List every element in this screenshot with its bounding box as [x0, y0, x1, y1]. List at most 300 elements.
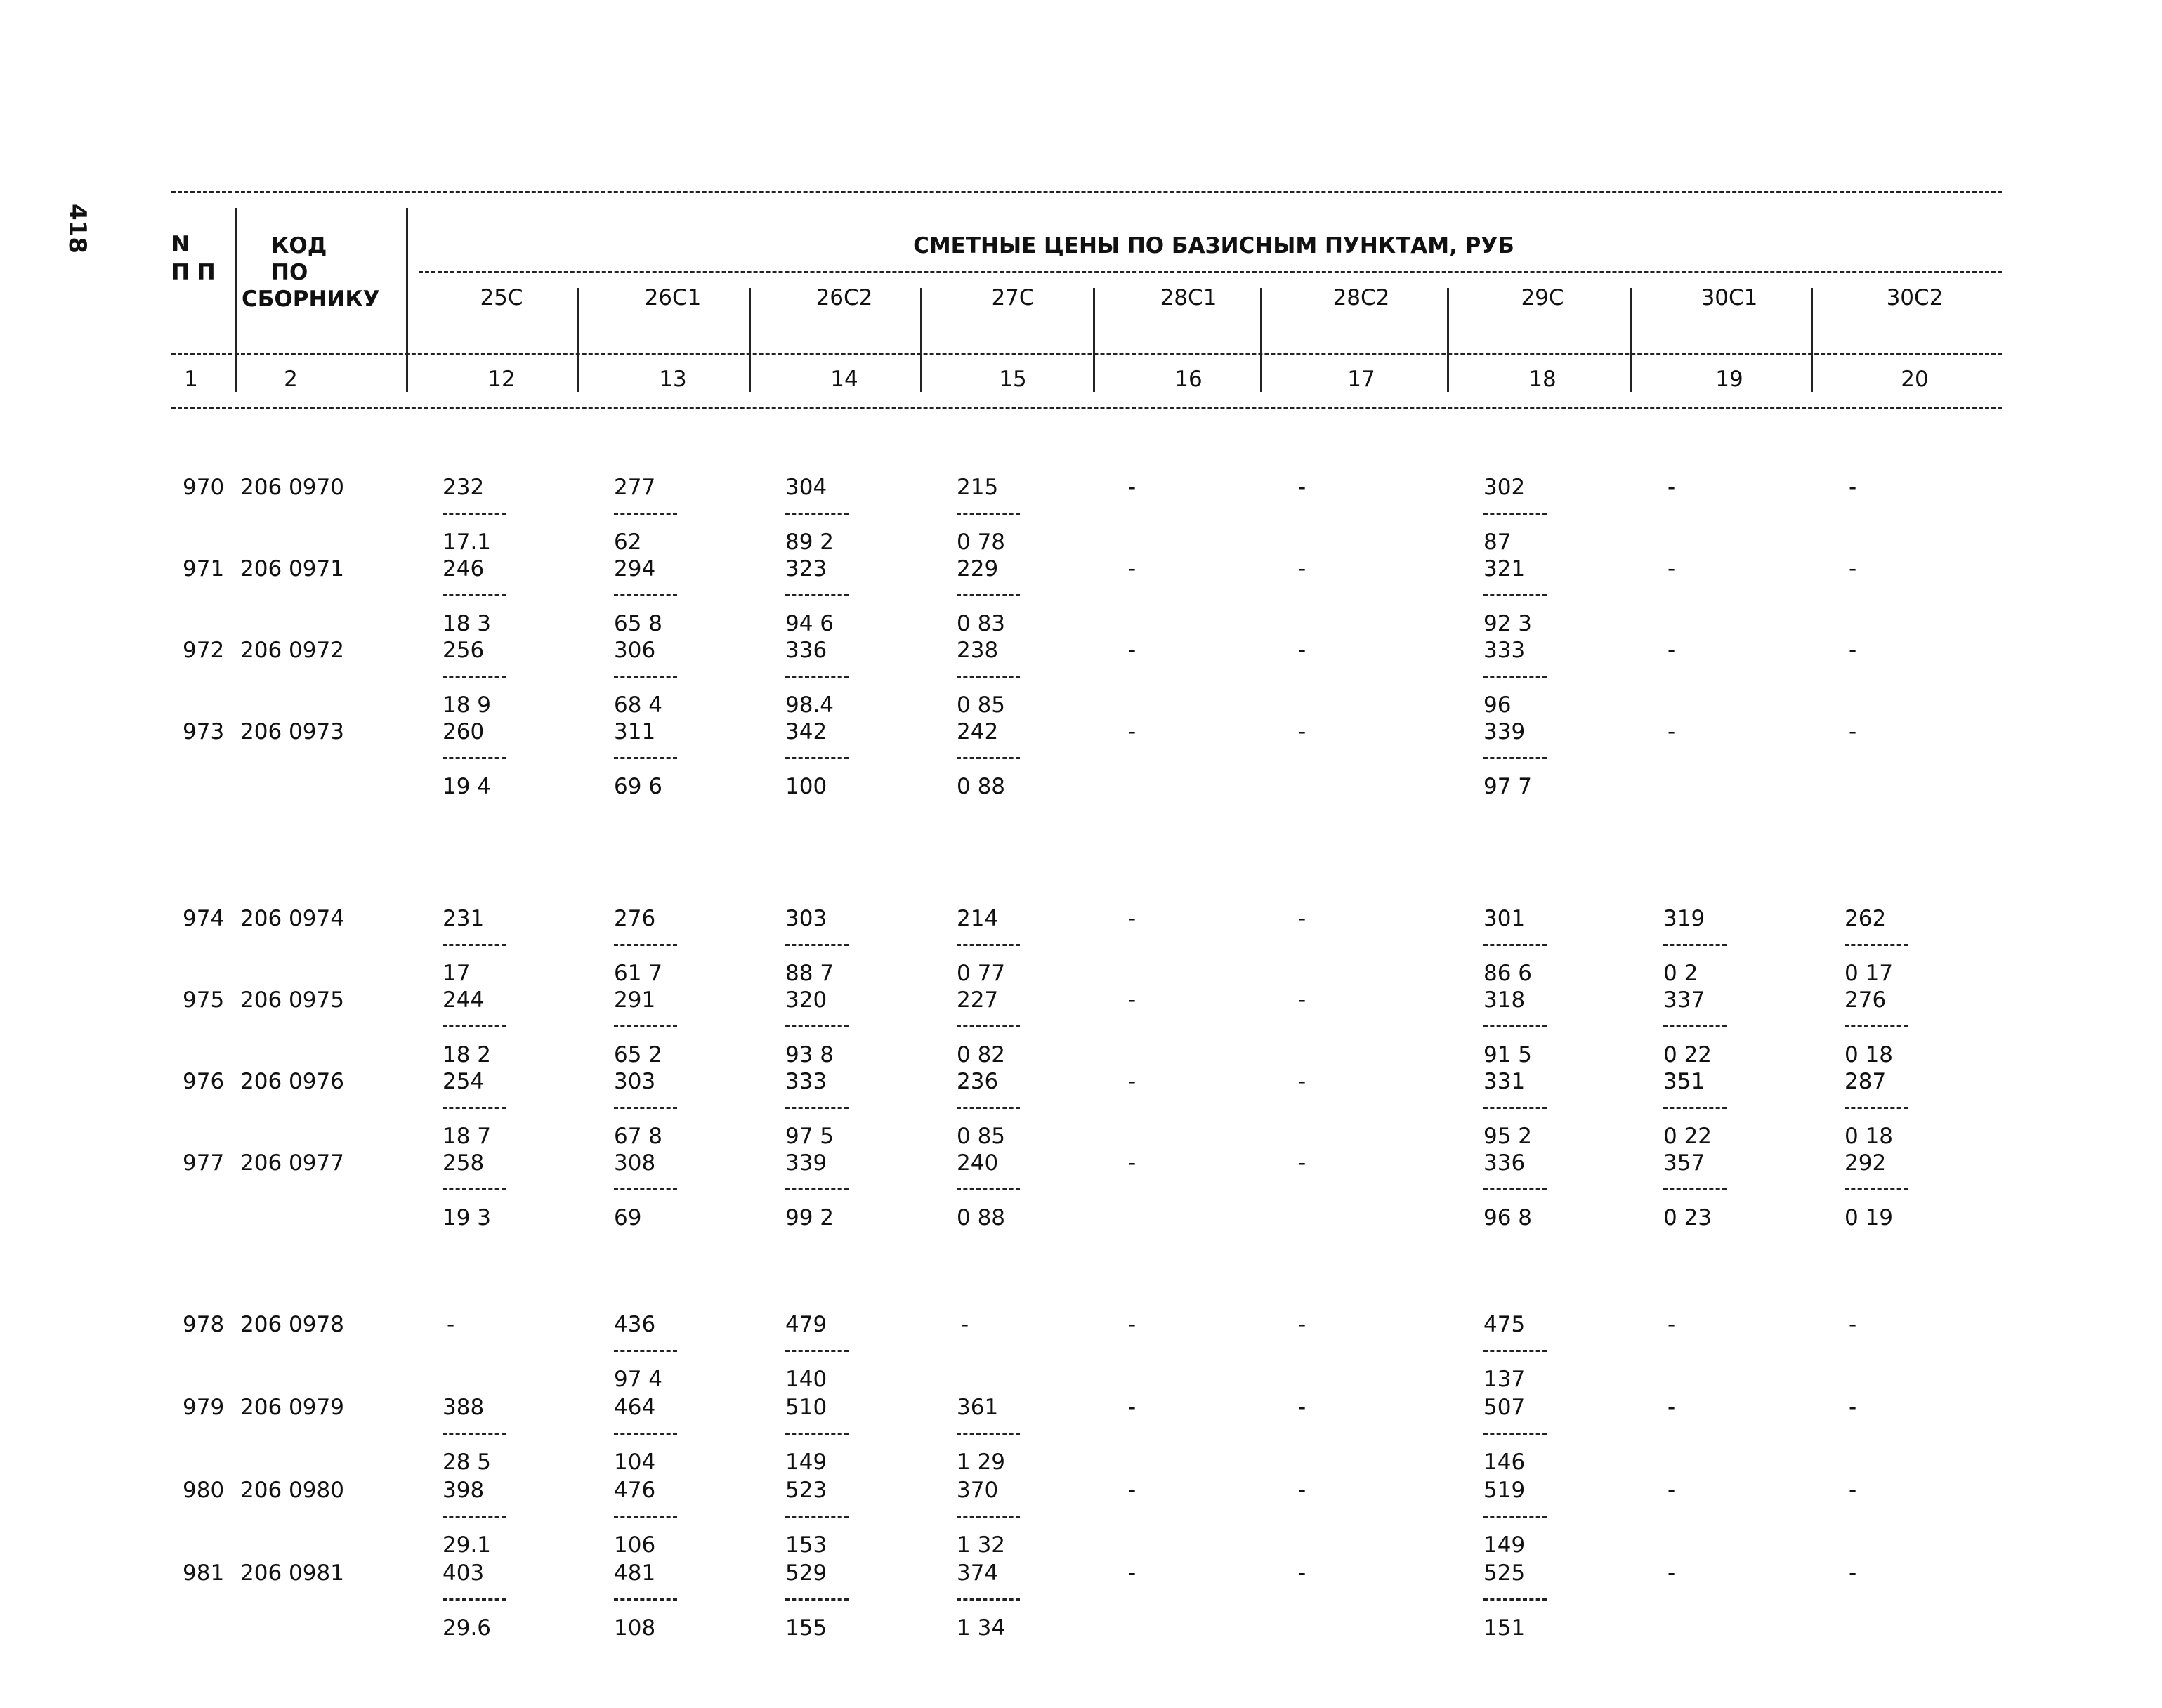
row-number: 976	[183, 1069, 225, 1094]
value-dash: -	[1668, 556, 1676, 582]
value-numerator: 321	[1483, 556, 1526, 582]
value-numerator: 519	[1483, 1478, 1526, 1503]
value-denominator: 0 18	[1845, 1042, 1894, 1068]
value-numerator: 436	[614, 1312, 656, 1337]
value-dash: -	[1128, 1561, 1136, 1586]
value-numerator: 256	[443, 638, 485, 663]
value-dash: -	[1128, 987, 1136, 1013]
row-number: 981	[183, 1561, 225, 1586]
value-denominator: 0 83	[957, 611, 1006, 636]
value-denominator: 0 85	[957, 1124, 1006, 1149]
fraction-rule	[1845, 1107, 1908, 1109]
fraction-rule	[785, 1188, 849, 1190]
value-denominator: 151	[1483, 1615, 1526, 1641]
fraction-rule	[1663, 1188, 1727, 1190]
value-dash: -	[1849, 475, 1857, 500]
value-numerator: 292	[1845, 1150, 1887, 1176]
fraction-rule	[443, 1516, 506, 1518]
fraction-rule	[785, 1025, 849, 1027]
header-col-number-2: 12	[487, 367, 516, 392]
fraction-rule	[785, 944, 849, 946]
value-numerator: 294	[614, 556, 656, 582]
fraction-rule	[1845, 1188, 1908, 1190]
fraction-rule	[443, 757, 506, 759]
row-number: 970	[183, 475, 225, 500]
header-separator	[577, 288, 579, 392]
header-col-number-9: 19	[1715, 367, 1743, 392]
header-point-5: 28С2	[1332, 285, 1390, 310]
header-separator	[235, 208, 237, 392]
value-denominator: 87	[1483, 530, 1512, 555]
fraction-rule	[614, 1598, 677, 1601]
value-denominator: 0 88	[957, 774, 1006, 799]
value-denominator: 18 9	[443, 692, 492, 718]
value-denominator: 140	[785, 1367, 827, 1392]
fraction-rule	[1483, 1350, 1547, 1352]
fraction-rule	[614, 1516, 677, 1518]
value-dash: -	[1668, 638, 1676, 663]
row-code: 206 0972	[240, 638, 344, 663]
fraction-rule	[443, 513, 506, 515]
value-numerator: 303	[785, 906, 827, 931]
fraction-rule	[1483, 1188, 1547, 1190]
value-denominator: 95 2	[1483, 1124, 1533, 1149]
value-numerator: 260	[443, 719, 485, 744]
value-denominator: 18 2	[443, 1042, 492, 1068]
header-separator	[1093, 288, 1095, 392]
value-denominator: 104	[614, 1450, 656, 1475]
value-denominator: 96	[1483, 692, 1512, 718]
value-denominator: 69	[614, 1205, 642, 1230]
value-numerator: 323	[785, 556, 827, 582]
value-numerator: 336	[785, 638, 827, 663]
row-code: 206 0979	[240, 1395, 344, 1420]
value-dash: -	[961, 1312, 969, 1337]
fraction-rule	[614, 676, 677, 678]
value-numerator: 229	[957, 556, 999, 582]
header-point-6: 29С	[1521, 285, 1564, 310]
fraction-rule	[1483, 1433, 1547, 1435]
fraction-rule	[443, 1025, 506, 1027]
value-numerator: 291	[614, 987, 656, 1013]
value-dash: -	[1298, 1150, 1306, 1176]
fraction-rule	[785, 513, 849, 515]
header-point-0: 25С	[480, 285, 523, 310]
row-number: 971	[183, 556, 225, 582]
value-denominator: 17	[443, 961, 471, 986]
row-number: 975	[183, 987, 225, 1013]
fraction-rule	[957, 676, 1020, 678]
value-numerator: 303	[614, 1069, 656, 1094]
value-denominator: 62	[614, 530, 642, 555]
fraction-rule	[785, 676, 849, 678]
value-numerator: 318	[1483, 987, 1526, 1013]
fraction-rule	[614, 594, 677, 596]
value-numerator: 301	[1483, 906, 1526, 931]
row-number: 974	[183, 906, 225, 931]
header-col-number-8: 18	[1528, 367, 1557, 392]
fraction-rule	[443, 1598, 506, 1601]
header-col-number-0: 1	[184, 367, 198, 392]
value-dash: -	[1128, 719, 1136, 744]
value-numerator: 403	[443, 1561, 485, 1586]
value-denominator: 0 77	[957, 961, 1006, 986]
header-separator	[1260, 288, 1262, 392]
fraction-rule	[785, 594, 849, 596]
value-dash: -	[1849, 1312, 1857, 1337]
header-sub-rule	[419, 271, 2002, 273]
value-numerator: 336	[1483, 1150, 1526, 1176]
value-dash: -	[1298, 638, 1306, 663]
value-denominator: 65 8	[614, 611, 663, 636]
fraction-rule	[1483, 513, 1547, 515]
row-number: 973	[183, 719, 225, 744]
header-separator	[406, 208, 408, 392]
value-dash: -	[1128, 1312, 1136, 1337]
row-code: 206 0976	[240, 1069, 344, 1094]
fraction-rule	[1845, 944, 1908, 946]
row-number: 972	[183, 638, 225, 663]
value-dash: -	[1128, 475, 1136, 500]
value-dash: -	[1849, 638, 1857, 663]
value-numerator: 227	[957, 987, 999, 1013]
header-point-8: 30С2	[1886, 285, 1944, 310]
value-denominator: 137	[1483, 1367, 1526, 1392]
row-number: 977	[183, 1150, 225, 1176]
header-col-number-10: 20	[1901, 367, 1929, 392]
value-denominator: 0 23	[1663, 1205, 1712, 1230]
value-denominator: 1 34	[957, 1615, 1006, 1641]
value-denominator: 149	[785, 1450, 827, 1475]
value-denominator: 17.1	[443, 530, 492, 555]
value-denominator: 0 88	[957, 1205, 1006, 1230]
value-numerator: 333	[1483, 638, 1526, 663]
value-dash: -	[1668, 1395, 1676, 1420]
value-numerator: 262	[1845, 906, 1887, 931]
header-mid-rule	[171, 353, 2002, 355]
value-denominator: 94 6	[785, 611, 834, 636]
fraction-rule	[957, 1188, 1020, 1190]
value-dash: -	[1128, 1478, 1136, 1503]
header-separator	[1447, 288, 1449, 392]
value-denominator: 149	[1483, 1532, 1526, 1558]
fraction-rule	[957, 1598, 1020, 1601]
fraction-rule	[1483, 1025, 1547, 1027]
value-dash: -	[1298, 1561, 1306, 1586]
fraction-rule	[614, 944, 677, 946]
fraction-rule	[614, 1025, 677, 1027]
value-dash: -	[1849, 719, 1857, 744]
fraction-rule	[1663, 1025, 1727, 1027]
fraction-rule	[785, 1350, 849, 1352]
fraction-rule	[957, 1433, 1020, 1435]
fraction-rule	[957, 1107, 1020, 1109]
value-numerator: 523	[785, 1478, 827, 1503]
row-number: 978	[183, 1312, 225, 1337]
value-denominator: 67 8	[614, 1124, 663, 1149]
value-denominator: 0 22	[1663, 1124, 1712, 1149]
row-code: 206 0973	[240, 719, 344, 744]
fraction-rule	[443, 676, 506, 678]
header-point-3: 27С	[991, 285, 1035, 310]
value-dash: -	[1128, 1395, 1136, 1420]
row-code: 206 0978	[240, 1312, 344, 1337]
value-dash: -	[1849, 1478, 1857, 1503]
value-numerator: 388	[443, 1395, 485, 1420]
value-dash: -	[1298, 1069, 1306, 1094]
value-denominator: 19 4	[443, 774, 492, 799]
value-dash: -	[1298, 1478, 1306, 1503]
value-dash: -	[1128, 906, 1136, 931]
row-number: 979	[183, 1395, 225, 1420]
header-n-line2: П П	[171, 260, 216, 285]
value-denominator: 1 29	[957, 1450, 1006, 1475]
fraction-rule	[785, 1516, 849, 1518]
value-denominator: 86 6	[1483, 961, 1533, 986]
header-point-4: 28С1	[1160, 285, 1217, 310]
value-dash: -	[1128, 556, 1136, 582]
value-numerator: 398	[443, 1478, 485, 1503]
value-denominator: 0 19	[1845, 1205, 1894, 1230]
value-denominator: 0 2	[1663, 961, 1698, 986]
header-col-number-7: 17	[1347, 367, 1375, 392]
value-numerator: 339	[785, 1150, 827, 1176]
header-span-title: СМЕТНЫЕ ЦЕНЫ ПО БАЗИСНЫМ ПУНКТАМ, РУБ	[913, 233, 1514, 258]
value-dash: -	[1298, 1395, 1306, 1420]
fraction-rule	[957, 944, 1020, 946]
value-denominator: 0 82	[957, 1042, 1006, 1068]
value-denominator: 91 5	[1483, 1042, 1533, 1068]
value-denominator: 97 5	[785, 1124, 834, 1149]
fraction-rule	[1483, 1598, 1547, 1601]
value-denominator: 29.1	[443, 1532, 492, 1558]
value-numerator: 510	[785, 1395, 827, 1420]
value-denominator: 153	[785, 1532, 827, 1558]
value-numerator: 236	[957, 1069, 999, 1094]
value-denominator: 146	[1483, 1450, 1526, 1475]
value-numerator: 238	[957, 638, 999, 663]
value-denominator: 97 4	[614, 1367, 663, 1392]
value-numerator: 302	[1483, 475, 1526, 500]
fraction-rule	[1483, 944, 1547, 946]
header-n-line1: N	[171, 232, 190, 257]
fraction-rule	[1483, 757, 1547, 759]
header-separator	[749, 288, 751, 392]
fraction-rule	[443, 944, 506, 946]
header-code-line1: КОД	[271, 233, 327, 258]
header-point-7: 30С1	[1701, 285, 1758, 310]
fraction-rule	[957, 594, 1020, 596]
value-denominator: 18 7	[443, 1124, 492, 1149]
value-numerator: 254	[443, 1069, 485, 1094]
value-dash: -	[1849, 1395, 1857, 1420]
fraction-rule	[443, 1188, 506, 1190]
value-numerator: 370	[957, 1478, 999, 1503]
value-denominator: 69 6	[614, 774, 663, 799]
fraction-rule	[614, 1350, 677, 1352]
value-numerator: 342	[785, 719, 827, 744]
value-dash: -	[1298, 987, 1306, 1013]
value-numerator: 304	[785, 475, 827, 500]
value-numerator: 479	[785, 1312, 827, 1337]
value-dash: -	[1849, 1561, 1857, 1586]
fraction-rule	[785, 757, 849, 759]
value-dash: -	[447, 1312, 455, 1337]
value-denominator: 29.6	[443, 1615, 492, 1641]
value-dash: -	[1668, 1478, 1676, 1503]
value-denominator: 100	[785, 774, 827, 799]
value-denominator: 108	[614, 1615, 656, 1641]
value-denominator: 68 4	[614, 692, 663, 718]
value-numerator: 320	[785, 987, 827, 1013]
header-bottom-rule	[171, 407, 2002, 409]
fraction-rule	[614, 1107, 677, 1109]
fraction-rule	[614, 1188, 677, 1190]
value-denominator: 0 18	[1845, 1124, 1894, 1149]
header-code-line3: СБОРНИКУ	[242, 287, 380, 312]
fraction-rule	[614, 757, 677, 759]
value-denominator: 0 85	[957, 692, 1006, 718]
header-point-2: 26С2	[815, 285, 873, 310]
fraction-rule	[443, 594, 506, 596]
fraction-rule	[1663, 944, 1727, 946]
value-numerator: 351	[1663, 1069, 1705, 1094]
value-dash: -	[1298, 1312, 1306, 1337]
header-col-number-1: 2	[284, 367, 298, 392]
fraction-rule	[785, 1107, 849, 1109]
value-numerator: 333	[785, 1069, 827, 1094]
value-denominator: 106	[614, 1532, 656, 1558]
value-dash: -	[1298, 906, 1306, 931]
value-dash: -	[1128, 1150, 1136, 1176]
value-numerator: 240	[957, 1150, 999, 1176]
value-numerator: 339	[1483, 719, 1526, 744]
fraction-rule	[1663, 1107, 1727, 1109]
fraction-rule	[957, 513, 1020, 515]
fraction-rule	[1483, 1107, 1547, 1109]
value-numerator: 308	[614, 1150, 656, 1176]
page-number: 418	[63, 204, 91, 254]
value-numerator: 246	[443, 556, 485, 582]
value-numerator: 276	[1845, 987, 1887, 1013]
value-denominator: 0 78	[957, 530, 1006, 555]
row-number: 980	[183, 1478, 225, 1503]
fraction-rule	[614, 1433, 677, 1435]
value-denominator: 88 7	[785, 961, 834, 986]
value-numerator: 464	[614, 1395, 656, 1420]
value-numerator: 475	[1483, 1312, 1526, 1337]
value-denominator: 93 8	[785, 1042, 834, 1068]
value-numerator: 231	[443, 906, 485, 931]
row-code: 206 0980	[240, 1478, 344, 1503]
value-denominator: 97 7	[1483, 774, 1533, 799]
fraction-rule	[957, 757, 1020, 759]
value-denominator: 99 2	[785, 1205, 834, 1230]
value-dash: -	[1128, 638, 1136, 663]
value-denominator: 65 2	[614, 1042, 663, 1068]
value-denominator: 89 2	[785, 530, 834, 555]
header-col-number-3: 13	[659, 367, 687, 392]
value-numerator: 331	[1483, 1069, 1526, 1094]
value-numerator: 214	[957, 906, 999, 931]
value-dash: -	[1849, 556, 1857, 582]
header-separator	[1811, 288, 1813, 392]
value-denominator: 0 22	[1663, 1042, 1712, 1068]
header-point-1: 26С1	[644, 285, 702, 310]
value-numerator: 287	[1845, 1069, 1887, 1094]
fraction-rule	[443, 1107, 506, 1109]
value-denominator: 92 3	[1483, 611, 1533, 636]
value-numerator: 306	[614, 638, 656, 663]
fraction-rule	[957, 1516, 1020, 1518]
value-denominator: 98.4	[785, 692, 834, 718]
value-numerator: 337	[1663, 987, 1705, 1013]
value-numerator: 476	[614, 1478, 656, 1503]
header-col-number-4: 14	[830, 367, 858, 392]
value-denominator: 1 32	[957, 1532, 1006, 1558]
value-numerator: 311	[614, 719, 656, 744]
fraction-rule	[1483, 1516, 1547, 1518]
row-code: 206 0971	[240, 556, 344, 582]
row-code: 206 0974	[240, 906, 344, 931]
fraction-rule	[443, 1433, 506, 1435]
row-code: 206 0975	[240, 987, 344, 1013]
value-numerator: 481	[614, 1561, 656, 1586]
header-col-number-5: 15	[999, 367, 1027, 392]
value-numerator: 525	[1483, 1561, 1526, 1586]
row-code: 206 0981	[240, 1561, 344, 1586]
value-numerator: 357	[1663, 1150, 1705, 1176]
fraction-rule	[614, 513, 677, 515]
header-separator	[1630, 288, 1632, 392]
header-col-number-6: 16	[1174, 367, 1203, 392]
value-dash: -	[1298, 556, 1306, 582]
fraction-rule	[1483, 676, 1547, 678]
value-numerator: 242	[957, 719, 999, 744]
value-denominator: 28 5	[443, 1450, 492, 1475]
value-numerator: 258	[443, 1150, 485, 1176]
value-numerator: 276	[614, 906, 656, 931]
fraction-rule	[1483, 594, 1547, 596]
value-numerator: 507	[1483, 1395, 1526, 1420]
header-code-line2: ПО	[271, 260, 308, 285]
value-denominator: 18 3	[443, 611, 492, 636]
header-top-rule	[171, 191, 2002, 193]
value-dash: -	[1128, 1069, 1136, 1094]
fraction-rule	[957, 1025, 1020, 1027]
value-numerator: 319	[1663, 906, 1705, 931]
value-numerator: 361	[957, 1395, 999, 1420]
header-separator	[920, 288, 922, 392]
value-denominator: 155	[785, 1615, 827, 1641]
value-dash: -	[1668, 1561, 1676, 1586]
fraction-rule	[1845, 1025, 1908, 1027]
value-numerator: 215	[957, 475, 999, 500]
fraction-rule	[785, 1433, 849, 1435]
value-dash: -	[1298, 475, 1306, 500]
value-dash: -	[1298, 719, 1306, 744]
fraction-rule	[785, 1598, 849, 1601]
value-numerator: 244	[443, 987, 485, 1013]
value-dash: -	[1668, 475, 1676, 500]
value-denominator: 96 8	[1483, 1205, 1533, 1230]
value-dash: -	[1668, 719, 1676, 744]
value-denominator: 61 7	[614, 961, 663, 986]
value-numerator: 232	[443, 475, 485, 500]
value-numerator: 529	[785, 1561, 827, 1586]
row-code: 206 0970	[240, 475, 344, 500]
value-denominator: 19 3	[443, 1205, 492, 1230]
